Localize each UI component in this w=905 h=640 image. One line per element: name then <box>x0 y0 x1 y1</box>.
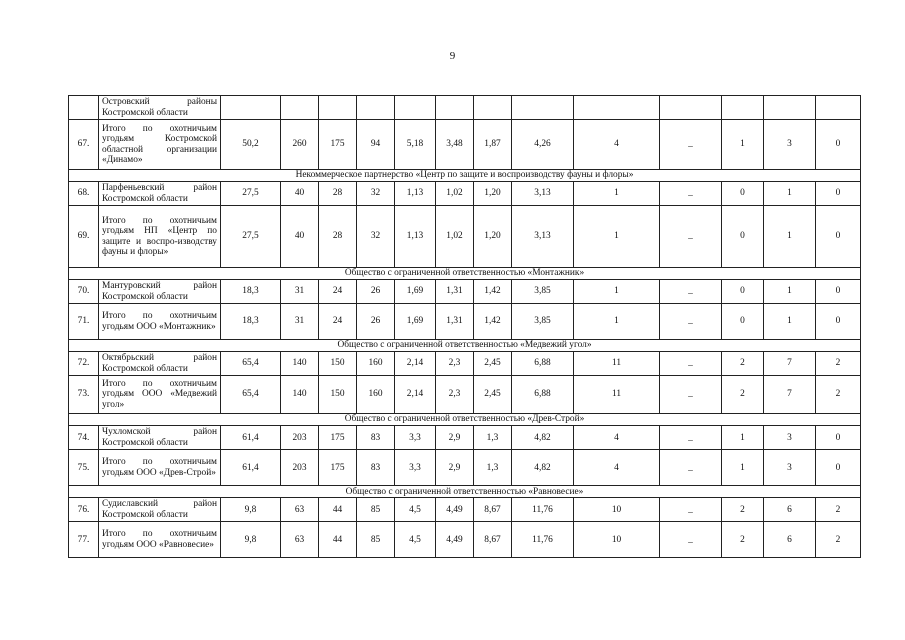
table-cell: 6 <box>764 498 816 522</box>
table-cell: 0 <box>816 280 861 304</box>
table-cell: 63 <box>281 522 319 558</box>
table-cell: 3 <box>764 426 816 450</box>
table-cell: 24 <box>319 304 357 340</box>
table-cell: 2 <box>816 376 861 414</box>
table-cell: 1 <box>574 304 660 340</box>
table-cell <box>474 96 512 120</box>
table-cell: 83 <box>357 426 395 450</box>
table-cell: 4,82 <box>512 426 574 450</box>
table-cell: 3 <box>764 450 816 486</box>
table-cell <box>764 96 816 120</box>
table-cell: 1 <box>764 182 816 206</box>
section-header-row <box>69 414 861 426</box>
row-name: Итого по охотничьим угодьям ООО «Древ-Строй» <box>99 450 221 486</box>
section-header-row <box>69 340 861 352</box>
row-number: 71. <box>69 304 99 340</box>
table-cell: 0 <box>816 120 861 170</box>
table-cell: _ <box>660 304 722 340</box>
table-cell: 44 <box>319 522 357 558</box>
table-cell: 1 <box>764 280 816 304</box>
row-name: Мантуровский район Костромской области <box>99 280 221 304</box>
table-cell: 40 <box>281 182 319 206</box>
row-name: Итого по охотничьим угодьям ООО «Монтажник» <box>99 304 221 340</box>
table-cell: 31 <box>281 304 319 340</box>
hunting-grounds-table <box>68 95 861 558</box>
table-cell: 1 <box>722 450 764 486</box>
row-name: Октябрьский район Костромской области <box>99 352 221 376</box>
table-cell: 0 <box>816 206 861 268</box>
table-cell: 11 <box>574 352 660 376</box>
table-cell: 61,4 <box>221 426 281 450</box>
table-cell: 18,3 <box>221 304 281 340</box>
row-number: 74. <box>69 426 99 450</box>
table-cell <box>816 96 861 120</box>
table-cell: 65,4 <box>221 352 281 376</box>
table-cell: 7 <box>764 376 816 414</box>
table-cell: 61,4 <box>221 450 281 486</box>
table-cell: 26 <box>357 280 395 304</box>
table-cell: 3,3 <box>395 426 436 450</box>
table-cell: 1 <box>574 280 660 304</box>
table-cell: 6 <box>764 522 816 558</box>
row-number: 75. <box>69 450 99 486</box>
table-row <box>69 426 861 450</box>
table-cell: 140 <box>281 352 319 376</box>
table-cell: 63 <box>281 498 319 522</box>
row-name: Итого по охотничьим угодьям ООО «Медвежий угол» <box>99 376 221 414</box>
table-cell <box>395 96 436 120</box>
table-cell: _ <box>660 450 722 486</box>
table-cell: _ <box>660 120 722 170</box>
table-cell <box>512 96 574 120</box>
table-cell <box>281 96 319 120</box>
table-cell: 1,42 <box>474 280 512 304</box>
table-cell: 28 <box>319 206 357 268</box>
table-cell: 160 <box>357 352 395 376</box>
table-cell: 18,3 <box>221 280 281 304</box>
table-cell: 6,88 <box>512 376 574 414</box>
table-cell: 2 <box>722 376 764 414</box>
table-cell: 1,87 <box>474 120 512 170</box>
row-number: 76. <box>69 498 99 522</box>
table-cell: 10 <box>574 522 660 558</box>
table-body <box>69 96 861 558</box>
table-cell: 150 <box>319 352 357 376</box>
table-cell: 1 <box>574 206 660 268</box>
table-row <box>69 96 861 120</box>
table-cell: 5,18 <box>395 120 436 170</box>
table-cell: 203 <box>281 450 319 486</box>
table-cell: 32 <box>357 206 395 268</box>
section-title: Некоммерческое партнерство «Центр по защите и воспроизводству фауны и флоры» <box>69 170 861 182</box>
table-cell: 140 <box>281 376 319 414</box>
table-cell: _ <box>660 352 722 376</box>
table-cell: 4,26 <box>512 120 574 170</box>
table-cell: 1,02 <box>436 182 474 206</box>
table-cell: 2 <box>722 522 764 558</box>
table-cell: 0 <box>722 206 764 268</box>
table-cell: 0 <box>722 280 764 304</box>
table-cell <box>574 96 660 120</box>
table-cell: 4 <box>574 426 660 450</box>
table-cell: 4 <box>574 450 660 486</box>
table-row <box>69 376 861 414</box>
table-cell: 3,3 <box>395 450 436 486</box>
section-header-row <box>69 486 861 498</box>
table-cell: 3,13 <box>512 206 574 268</box>
table-cell: _ <box>660 426 722 450</box>
table-row <box>69 450 861 486</box>
table-cell: _ <box>660 376 722 414</box>
table-cell: 1,3 <box>474 426 512 450</box>
table-cell: 2,9 <box>436 426 474 450</box>
table-cell: 3,85 <box>512 280 574 304</box>
row-number: 72. <box>69 352 99 376</box>
row-name: Островский районы Костромской области <box>99 96 221 120</box>
table-cell: 2 <box>816 498 861 522</box>
table-cell: 32 <box>357 182 395 206</box>
table-cell: 1,02 <box>436 206 474 268</box>
table-cell: _ <box>660 522 722 558</box>
table-cell: 10 <box>574 498 660 522</box>
table-cell: 4 <box>574 120 660 170</box>
table-cell: 27,5 <box>221 182 281 206</box>
row-name: Итого по охотничьим угодьям НП «Центр по защите и воспро-изводству фауны и флоры» <box>99 206 221 268</box>
table-cell: 11 <box>574 376 660 414</box>
table-cell: _ <box>660 206 722 268</box>
table-cell: 8,67 <box>474 522 512 558</box>
table-cell <box>436 96 474 120</box>
table-cell: 160 <box>357 376 395 414</box>
table-cell: 26 <box>357 304 395 340</box>
table-cell: _ <box>660 280 722 304</box>
table-cell: 1 <box>764 206 816 268</box>
table-row <box>69 182 861 206</box>
table-cell <box>221 96 281 120</box>
section-title: Общество с ограниченной ответственностью «Равновесие» <box>69 486 861 498</box>
page-number: 9 <box>449 50 456 62</box>
table-cell: 4,49 <box>436 498 474 522</box>
table-cell: 1,31 <box>436 280 474 304</box>
table-cell: 1 <box>722 120 764 170</box>
table-cell: 175 <box>319 426 357 450</box>
table-row <box>69 280 861 304</box>
table-cell: 1,42 <box>474 304 512 340</box>
table-cell <box>319 96 357 120</box>
table-cell <box>660 96 722 120</box>
row-name: Итого по охотничьим угодьям ООО «Равновесие» <box>99 522 221 558</box>
table-cell: 3,48 <box>436 120 474 170</box>
table-cell: 4,5 <box>395 522 436 558</box>
section-header-row <box>69 170 861 182</box>
table-cell: 83 <box>357 450 395 486</box>
table-cell: 2,45 <box>474 352 512 376</box>
table-cell: 0 <box>722 182 764 206</box>
section-title: Общество с ограниченной ответственностью «Монтажник» <box>69 268 861 280</box>
row-name: Парфеньевский район Костромской области <box>99 182 221 206</box>
table-cell: 9,8 <box>221 498 281 522</box>
table-cell: 0 <box>816 182 861 206</box>
table-row <box>69 522 861 558</box>
table-cell: 28 <box>319 182 357 206</box>
section-title: Общество с ограниченной ответственностью «Древ-Строй» <box>69 414 861 426</box>
table-cell: 1,20 <box>474 182 512 206</box>
table-cell: 31 <box>281 280 319 304</box>
row-number <box>69 96 99 120</box>
table-cell: 260 <box>281 120 319 170</box>
table-cell: 11,76 <box>512 498 574 522</box>
table-cell: 175 <box>319 120 357 170</box>
table-row <box>69 498 861 522</box>
table-cell: 40 <box>281 206 319 268</box>
table-cell: 85 <box>357 522 395 558</box>
table-cell: 2,9 <box>436 450 474 486</box>
table-cell: 0 <box>722 304 764 340</box>
table-cell: 1,31 <box>436 304 474 340</box>
table-cell: 1,13 <box>395 182 436 206</box>
row-number: 77. <box>69 522 99 558</box>
table-cell: 1 <box>574 182 660 206</box>
row-number: 73. <box>69 376 99 414</box>
row-number: 69. <box>69 206 99 268</box>
table-cell: 203 <box>281 426 319 450</box>
table-cell: 3,13 <box>512 182 574 206</box>
table-cell: 2,14 <box>395 352 436 376</box>
table-cell: 2 <box>722 498 764 522</box>
table-cell: 44 <box>319 498 357 522</box>
table-cell: 6,88 <box>512 352 574 376</box>
table-cell: 7 <box>764 352 816 376</box>
table-cell: _ <box>660 182 722 206</box>
table-cell: 2 <box>722 352 764 376</box>
table-cell: 1,13 <box>395 206 436 268</box>
table-cell: 4,82 <box>512 450 574 486</box>
table-cell: 50,2 <box>221 120 281 170</box>
row-number: 67. <box>69 120 99 170</box>
table-row <box>69 206 861 268</box>
table-cell: 2,3 <box>436 376 474 414</box>
table-cell: 2,14 <box>395 376 436 414</box>
section-title: Общество с ограниченной ответственностью «Медвежий угол» <box>69 340 861 352</box>
table-cell: 2 <box>816 522 861 558</box>
row-name: Судиславский район Костромской области <box>99 498 221 522</box>
table-cell: 85 <box>357 498 395 522</box>
table-cell: 8,67 <box>474 498 512 522</box>
table-cell: 24 <box>319 280 357 304</box>
table-cell: 94 <box>357 120 395 170</box>
table-cell: 0 <box>816 450 861 486</box>
table-cell: 150 <box>319 376 357 414</box>
row-name: Итого по охотничьим угодьям Костромской областной организации «Динамо» <box>99 120 221 170</box>
table-cell: 9,8 <box>221 522 281 558</box>
table-cell: 4,5 <box>395 498 436 522</box>
table-cell: 1,69 <box>395 280 436 304</box>
table-cell: 1 <box>764 304 816 340</box>
row-name: Чухломской район Костромской области <box>99 426 221 450</box>
section-header-row <box>69 268 861 280</box>
table-row <box>69 352 861 376</box>
table-cell: 1,69 <box>395 304 436 340</box>
table-cell: 0 <box>816 304 861 340</box>
row-number: 70. <box>69 280 99 304</box>
table-cell: _ <box>660 498 722 522</box>
table-cell: 1,20 <box>474 206 512 268</box>
table-cell: 1,3 <box>474 450 512 486</box>
table-cell <box>357 96 395 120</box>
table-cell: 2 <box>816 352 861 376</box>
table-cell: 3,85 <box>512 304 574 340</box>
table-cell: 1 <box>722 426 764 450</box>
table-row <box>69 304 861 340</box>
row-number: 68. <box>69 182 99 206</box>
table-cell: 2,45 <box>474 376 512 414</box>
table-cell: 65,4 <box>221 376 281 414</box>
table-cell: 2,3 <box>436 352 474 376</box>
table-cell: 4,49 <box>436 522 474 558</box>
table-cell <box>722 96 764 120</box>
table-cell: 11,76 <box>512 522 574 558</box>
table-cell: 27,5 <box>221 206 281 268</box>
table-cell: 3 <box>764 120 816 170</box>
table-cell: 0 <box>816 426 861 450</box>
table-row <box>69 120 861 170</box>
table-cell: 175 <box>319 450 357 486</box>
